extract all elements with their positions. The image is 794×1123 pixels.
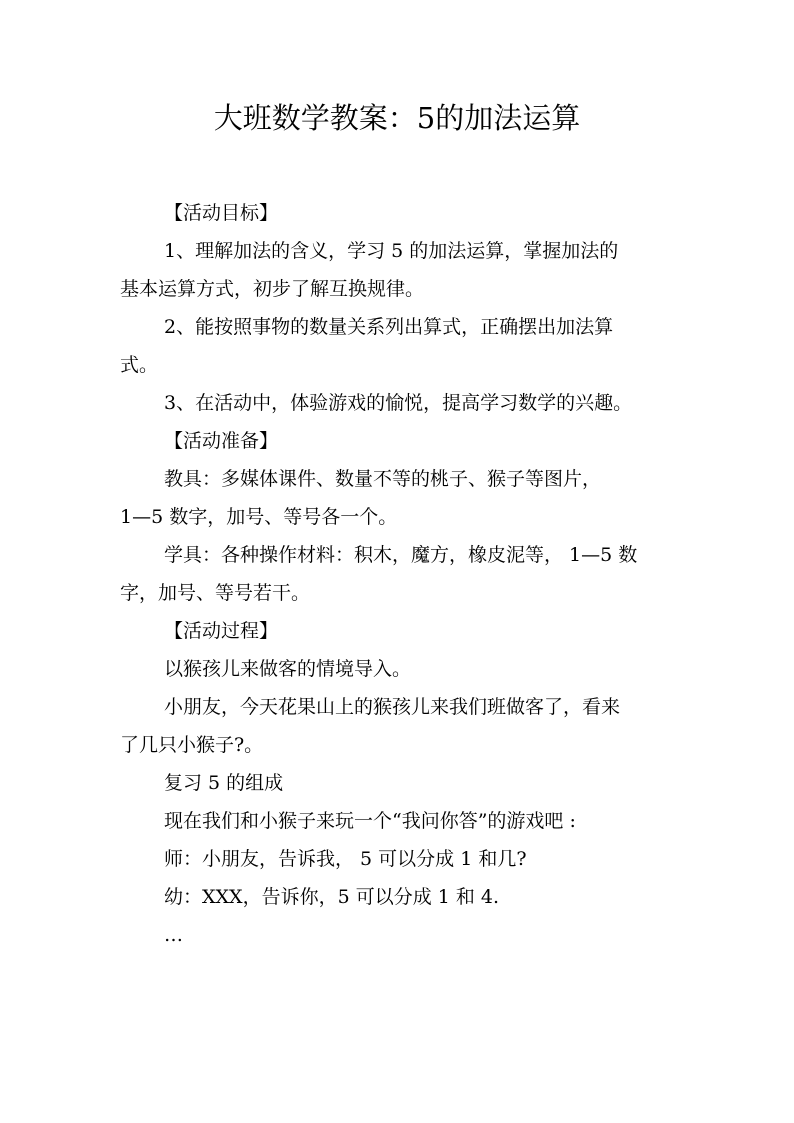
document-body [120,194,676,954]
paragraph-line: 了几只小猴子?。 [120,734,264,756]
section-heading-goals: 【活动目标】 [164,202,279,224]
paragraph-line: 师：小朋友，告诉我， 5 可以分成 1 和几? [164,848,527,870]
section-heading-preparation: 【活动准备】 [164,430,279,452]
paragraph-line: 学具：各种操作材料：积木，魔方，橡皮泥等， 1—5 数 [164,544,638,566]
ellipsis-line: … [164,924,183,946]
paragraph-line: 现在我们和小猴子来玩一个“我问你答”的游戏吧 : [164,810,576,832]
paragraph-line: 式。 [120,354,159,376]
paragraph-line: 字，加号、等号若干。 [120,582,311,604]
paragraph-line: 2、能按照事物的数量关系列出算式，正确摆出加法算 [164,316,614,338]
section-heading-process: 【活动过程】 [164,620,279,642]
paragraph-line: 基本运算方式，初步了解互换规律。 [120,278,425,300]
paragraph-line: 教具：多媒体课件、数量不等的桃子、猴子等图片， [164,468,602,490]
paragraph-line: 幼：XXX，告诉你，5 可以分成 1 和 4. [164,886,500,908]
document-title: 大班数学教案：5的加法运算 [213,101,581,135]
paragraph-line: 3、在活动中，体验游戏的愉悦，提高学习数学的兴趣。 [164,392,633,414]
paragraph-line: 小朋友，今天花果山上的猴孩儿来我们班做客了，看来 [164,696,621,718]
paragraph-line: 1—5 数字，加号、等号各一个。 [120,506,398,528]
paragraph-line: 1、理解加法的含义，学习 5 的加法运算，掌握加法的 [164,240,619,262]
paragraph-line: 以猴孩儿来做客的情境导入。 [164,658,412,680]
paragraph-line: 复习 5 的组成 [164,772,284,794]
